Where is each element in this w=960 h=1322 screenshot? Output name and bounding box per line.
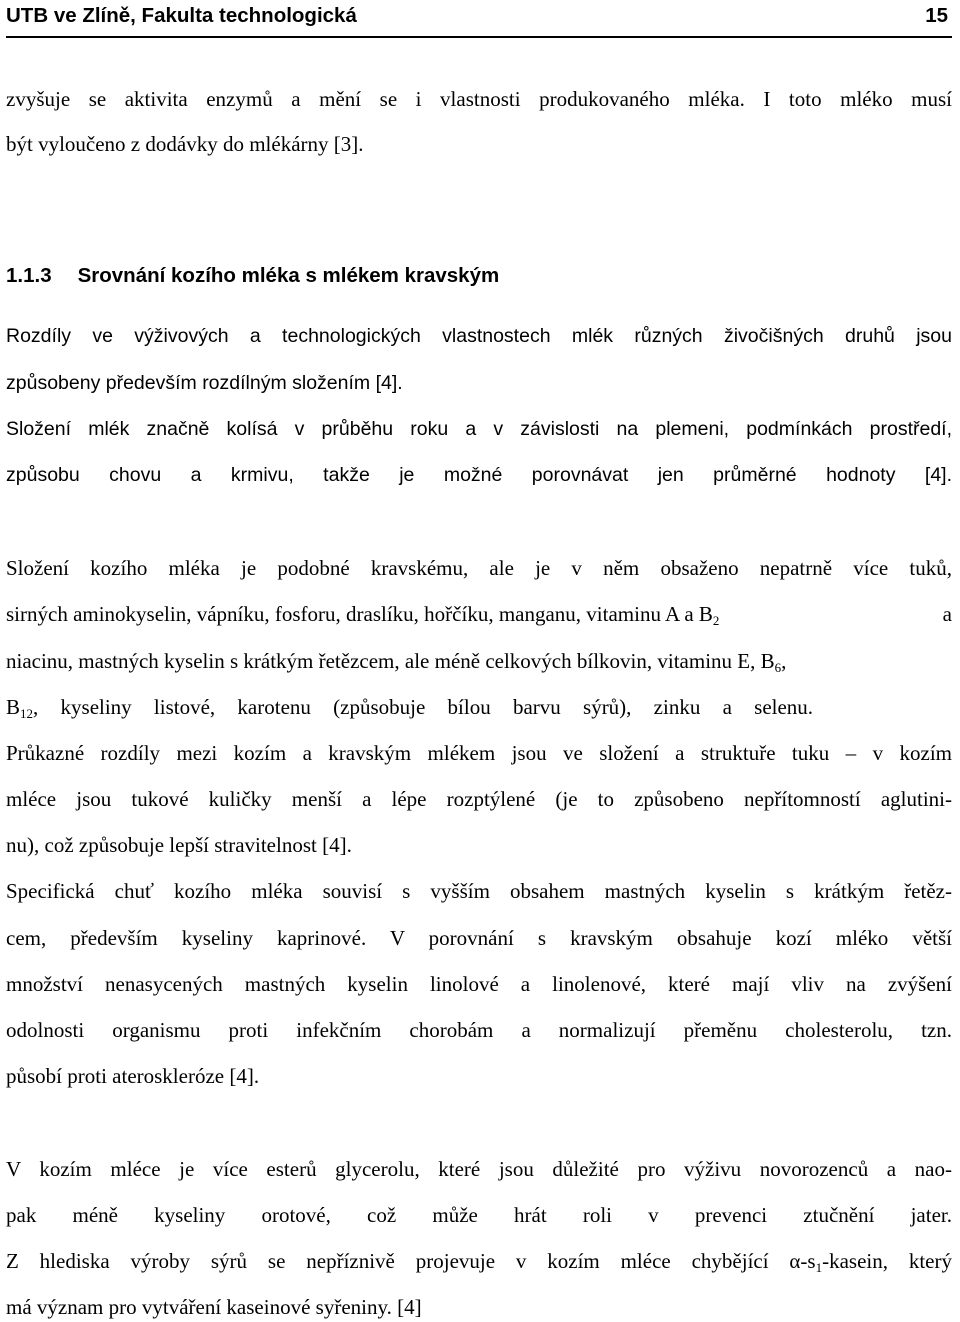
section-number: 1.1.3 [6,264,52,287]
text-span: B [6,695,21,719]
page-header [6,0,952,38]
paragraph-4-line-1: Složení kozího mléka je podobné kravskému, ale je v něm obsaženo nepatrně více tuků, [6,556,952,580]
paragraph-5-line-1: V kozím mléce je více esterů glycerolu, které jsou důležité pro výživu novorozenců a nao- [6,1157,952,1181]
paragraph-4-line-9: cem, především kyseliny kaprinové. V porovnání s kravským obsahuje kozí mléko větší [6,926,952,950]
page-number: 15 [925,4,948,27]
header-title: UTB ve Zlíně, Fakulta technologická [6,4,357,27]
paragraph-3-line-2: způsobu chovu a krmivu, takže je možné porovnávat jen průměrné hodnoty [4]. [6,464,952,486]
paragraph-1-line-1: zvyšuje se aktivita enzymů a mění se i vlastnosti produkovaného mléka. I toto mléko musí [6,87,952,111]
text-span: a [942,602,952,626]
subscript: 1 [815,1260,823,1275]
paragraph-4-line-2 [6,602,952,626]
paragraph-2-line-1: Rozdíly ve výživových a technologických vlastnostech mlék různých živočišných druhů jsou [6,325,952,347]
paragraph-1-line-2: být vyloučeno z dodávky do mlékárny [3]. [6,132,364,156]
paragraph-5-line-2: pak méně kyseliny orotové, což může hrát roli v prevenci ztučnění jater. [6,1203,952,1227]
subscript: 2 [712,613,720,628]
paragraph-4-line-12: působí proti ateroskleróze [4]. [6,1064,260,1088]
text-span: -kasein, který [822,1249,952,1273]
paragraph-2-line-2: způsobeny především rozdílným složením [4]. [6,372,403,394]
text-span: , [781,649,787,673]
text-span: Z hlediska výroby sýrů se nepříznivě projevuje v kozím mléce chybějící α-s [6,1249,816,1273]
paragraph-5-line-4: má význam pro vytváření kaseinové syřeniny. [4] [6,1295,422,1319]
paragraph-4-line-8: Specifická chuť kozího mléka souvisí s vyšším obsahem mastných kyselin s krátkým řetěz- [6,879,952,903]
subscript: 12 [20,706,34,721]
paragraph-4-line-10: množství nenasycených mastných kyselin linolové a linolenové, které mají vliv na zvýšení [6,972,952,996]
text-span: sirných aminokyselin, vápníku, fosforu, draslíku, hořčíku, manganu, vitaminu A a B [6,602,713,626]
section-title: Srovnání kozího mléka s mlékem kravským [77,264,500,287]
paragraph-3-line-1: Složení mlék značně kolísá v průběhu roku a v závislosti na plemeni, podmínkách prostředí, [6,418,952,440]
paragraph-4-line-7: nu), což způsobuje lepší stravitelnost [4]. [6,833,352,857]
subscript: 6 [774,660,782,675]
text-span: niacinu, mastných kyselin s krátkým řetězcem, ale méně celkových bílkovin, vitaminu E, B [6,649,775,673]
paragraph-4-line-3 [6,649,952,673]
paragraph-4-line-4 [6,695,952,719]
text-span: , kyseliny listové, karotenu (způsobuje bílou barvu sýrů), zinku a selenu. [33,695,814,719]
paragraph-5-line-3 [6,1249,952,1273]
section-heading [6,264,499,288]
paragraph-4-line-11: odolnosti organismu proti infekčním chorobám a normalizují přeměnu cholesterolu, tzn. [6,1018,952,1042]
paragraph-4-line-5: Průkazné rozdíly mezi kozím a kravským mlékem jsou ve složení a struktuře tuku – v kozím [6,741,952,765]
paragraph-4-line-6: mléce jsou tukové kuličky menší a lépe rozptýlené (je to způsobeno nepřítomností aglutini- [6,787,952,811]
